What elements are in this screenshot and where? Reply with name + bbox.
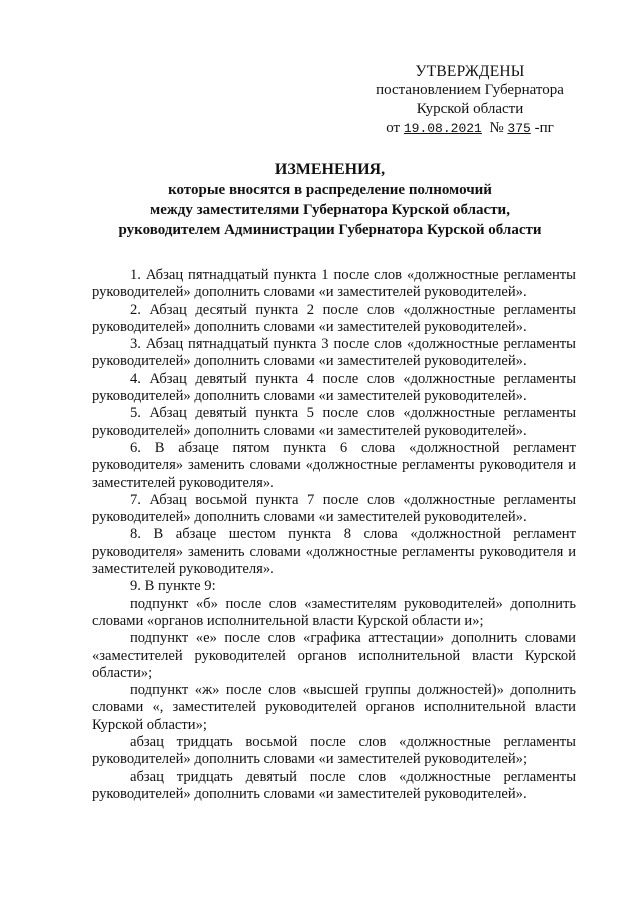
paragraph-6: 6. В абзаце пятом пункта 6 слова «должностной регламент руководителя» заменить словами «должностные регламенты руководителя и заместителей руководителя». — [92, 439, 576, 491]
paragraph-39: абзац тридцать девятый после слов «должностные регламенты руководителей» дополнить словами «и заместителей руководителей». — [92, 768, 576, 802]
approval-date: 19.08.2021 — [403, 121, 482, 136]
document-body — [92, 267, 576, 803]
paragraph-9: 9. В пункте 9: — [130, 578, 216, 595]
paragraph-38: абзац тридцать восьмой после слов «должностные регламенты руководителей» дополнить словами «и заместителей руководителей»; — [92, 734, 576, 768]
paragraph-1: 1. Абзац пятнадцатый пункта 1 после слов «должностные регламенты руководителей» дополнить словами «и заместителей руководителей». — [92, 267, 576, 301]
paragraph-5: 5. Абзац девятый пункта 5 после слов «должностные регламенты руководителей» дополнить словами «и заместителей руководителей». — [92, 405, 576, 439]
paragraph-4: 4. Абзац девятый пункта 4 после слов «должностные регламенты руководителей» дополнить словами «и заместителей руководителей». — [92, 370, 576, 405]
heading-line-1: которые вносятся в распределение полномочий — [168, 182, 492, 198]
subparagraph-zh: подпункт «ж» после слов «высшей группы должностей)» дополнить словами «, заместителей руководителей органов исполнительной власти Курской области»; — [92, 682, 576, 733]
approval-block — [360, 62, 580, 138]
approval-title: УТВЕРЖДЕНЫ — [415, 63, 525, 80]
heading-title: ИЗМЕНЕНИЯ, — [274, 161, 386, 178]
approval-date-line — [360, 119, 580, 138]
paragraph-7: 7. Абзац восьмой пункта 7 после слов «должностные регламенты руководителей» дополнить словами «и заместителей руководителей». — [92, 491, 576, 526]
paragraph-3: 3. Абзац пятнадцатый пункта 3 после слов «должностные регламенты руководителей» дополнить словами «и заместителей руководителей». — [92, 336, 576, 370]
approval-line-1: постановлением Губернатора — [376, 82, 564, 98]
approval-number: 375 — [507, 121, 531, 136]
paragraph-8: 8. В абзаце шестом пункта 8 слова «должностной регламент руководителя» заменить словами «должностные регламенты руководителя и заместителей руководителя». — [92, 526, 576, 578]
paragraph-2: 2. Абзац десятый пункта 2 после слов «должностные регламенты руководителей» дополнить словами «и заместителей руководителей». — [92, 301, 576, 335]
heading-line-2: между заместителями Губернатора Курской области, — [150, 202, 510, 218]
number-suffix: -пг — [534, 120, 554, 136]
number-prefix: № — [489, 120, 504, 136]
date-prefix: от — [386, 120, 401, 136]
heading-line-3: руководителем Администрации Губернатора Курской области — [118, 222, 542, 238]
document-heading — [60, 160, 600, 240]
subparagraph-b: подпункт «б» после слов «заместителям руководителей» дополнить словами «органов исполнительной власти Курской области и»; — [92, 595, 576, 629]
subparagraph-e: подпункт «е» после слов «графика аттестации» дополнить словами «заместителей руководителей органов исполнительной власти Курской области»; — [92, 630, 576, 681]
approval-line-2: Курской области — [416, 101, 524, 117]
